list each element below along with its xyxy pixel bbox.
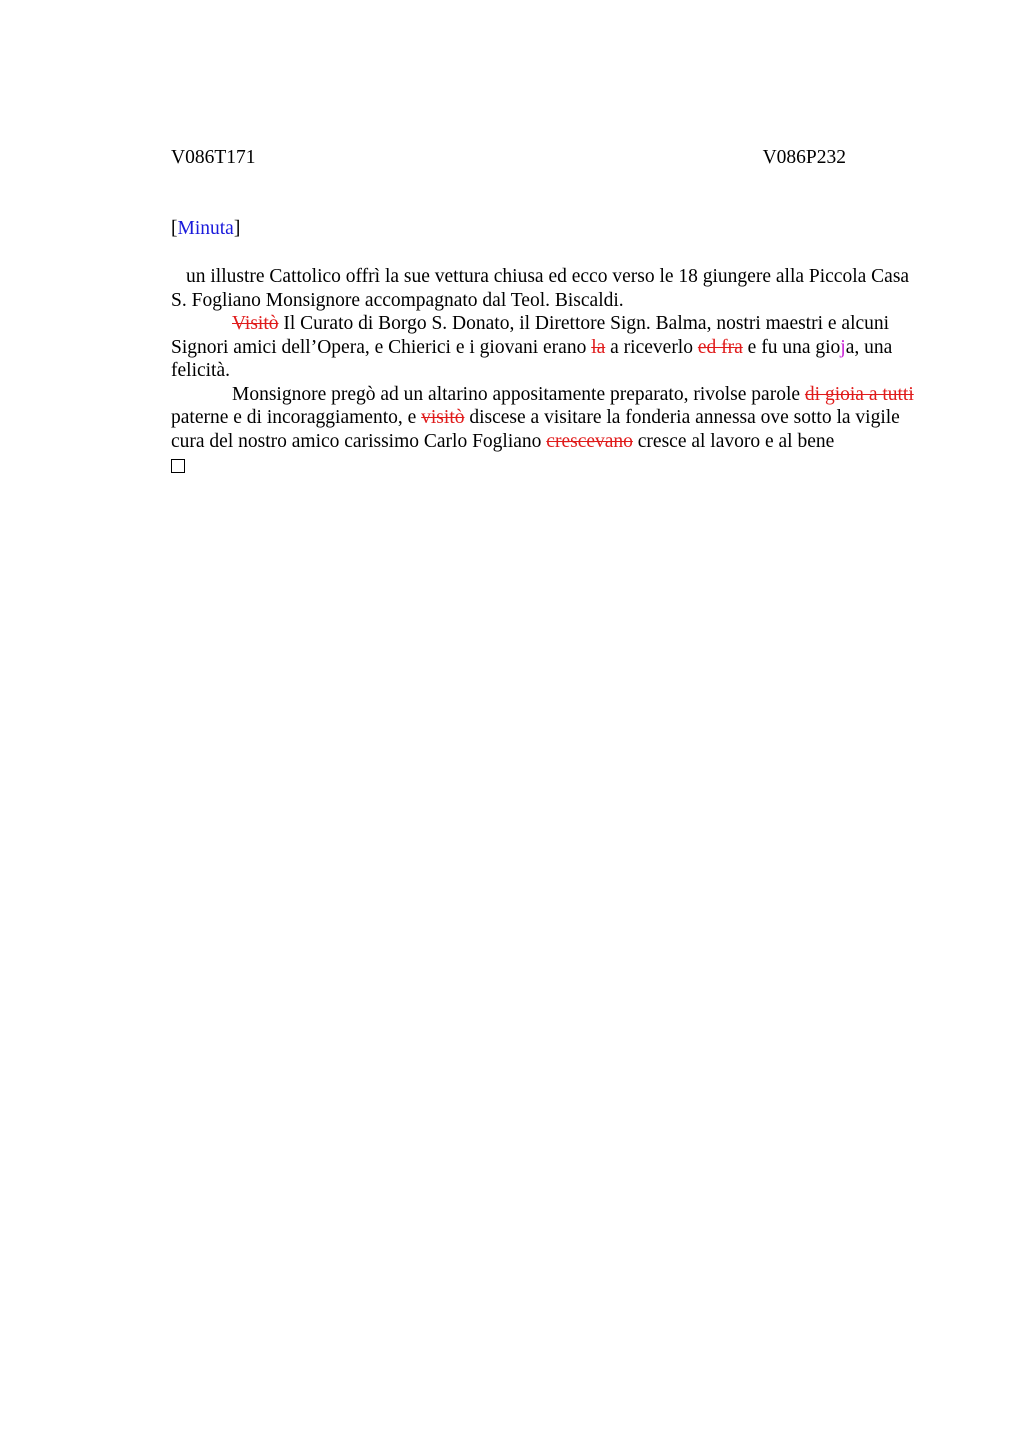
page-header (171, 146, 846, 170)
body-text-segment: cresce al lavoro e al bene (632, 430, 835, 452)
deleted-text: Visitò (232, 313, 279, 334)
body-text-segment: a riceverlo (605, 336, 698, 358)
document-body (171, 265, 916, 473)
body-text-segment: paterne e di incoraggiamento, e (171, 407, 422, 428)
deleted-text: ed fra (697, 336, 743, 358)
body-text-segment: discese a visitare la fonderia annessa ove sotto la vigile cura del nostro amico carissimo Carlo Fogliano (171, 407, 900, 452)
body-text-segment: un illustre Cattolico offrì la sue vettura chiusa ed ecco verso le 18 giungere alla Piccola Casa S. Fogliano Monsignore accompagnato dal Teol. Biscaldi. (171, 266, 910, 311)
deleted-text: visitò (421, 407, 465, 428)
end-square-icon (171, 459, 185, 473)
body-text-segment: Il Curato di Borgo S. Donato, il Direttore Sign. Balma, nostri maestri e alcuni Signori amici dell’Opera, e Chierici e i giovani erano (171, 313, 890, 358)
document-code-left: V086T171 (171, 147, 256, 168)
body-text-segment: a, una felicità. (171, 336, 893, 381)
body-text-segment: Monsignore pregò ad un altarino appositamente preparato, rivolse parole (232, 383, 805, 405)
document-type-label (171, 217, 240, 241)
deleted-text: di gioia a tutti (804, 383, 914, 405)
deleted-text: crescevano (546, 430, 633, 452)
label-word: Minuta (177, 218, 234, 239)
label-close-bracket: ] (233, 218, 241, 239)
label-open-bracket: [ (171, 218, 178, 239)
document-code-right: V086P232 (762, 147, 846, 168)
inserted-text: j (840, 336, 846, 358)
deleted-text: la (591, 336, 606, 358)
body-text-segment: e fu una gio (742, 336, 841, 358)
paragraph (171, 265, 916, 312)
paragraph (171, 383, 916, 454)
paragraph (171, 312, 916, 383)
